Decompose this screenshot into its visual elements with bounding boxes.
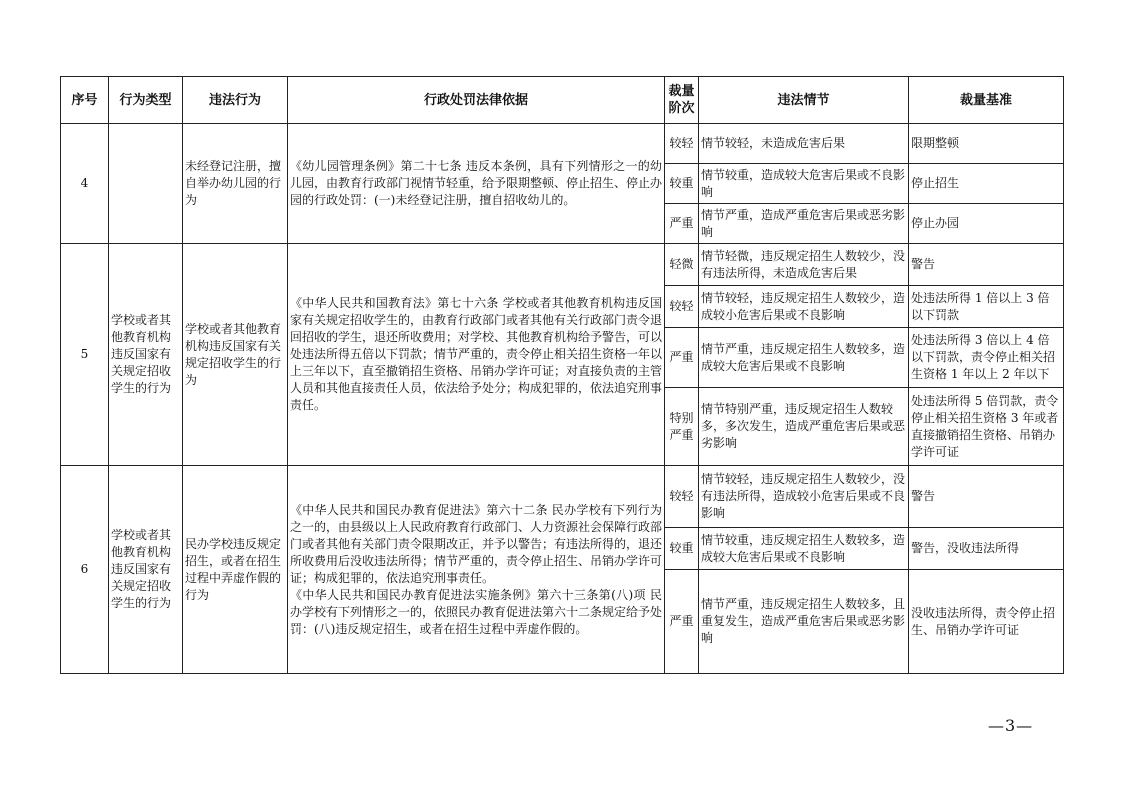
header-legal-basis: 行政处罚法律依据 (288, 77, 665, 124)
standard-cell: 警告，没收违法所得 (909, 528, 1064, 570)
legal-basis-cell: 《中华人民共和国教育法》第七十六条 学校或者其他教育机构违反国家有关规定招收学生的，由教育行政部门或者其他有关行政部门责令退回招收的学生，退还所收费用；对学校、其他教育机构给予警告，可以处违法所得五倍以下罚款；情节严重的，责令停止相关招生资格一年以上三年以下，直至撤销招生资格、吊销办学许可证；对直接负责的主管人员和其他直接责任人员，依法给予处分；构成犯罪的，依法追究刑事责任。 (288, 244, 665, 466)
header-discretion-standard: 裁量基准 (909, 77, 1064, 124)
level-cell: 严重 (665, 570, 699, 674)
circumstance-cell: 情节特别严重，违反规定招生人数较多，多次发生，造成严重危害后果或恶劣影响 (699, 388, 909, 466)
header-violation: 违法行为 (183, 77, 288, 124)
table-row (61, 124, 1064, 164)
circumstance-cell: 情节较重，造成较大危害后果或不良影响 (699, 164, 909, 204)
behavior-type-cell: 学校或者其他教育机构违反国家有关规定招收学生的行为 (109, 244, 183, 466)
circumstance-cell: 情节较轻，违反规定招生人数较少，没有违法所得，造成较小危害后果或不良影响 (699, 466, 909, 528)
standard-cell: 没收违法所得，责令停止招生、吊销办学许可证 (909, 570, 1064, 674)
standard-cell: 停止招生 (909, 164, 1064, 204)
header-serial: 序号 (61, 77, 109, 124)
serial-cell: 4 (61, 124, 109, 244)
level-cell: 轻微 (665, 244, 699, 286)
circumstance-cell: 情节较重，违反规定招生人数较多，造成较大危害后果或不良影响 (699, 528, 909, 570)
legal-basis-cell (288, 466, 665, 674)
standard-cell: 处违法所得 3 倍以上 4 倍以下罚款，责令停止相关招生资格 1 年以上 2 年以下 (909, 328, 1064, 388)
legal-basis-cell: 《幼儿园管理条例》第二十七条 违反本条例，具有下列情形之一的幼儿园，由教育行政部门视情节轻重，给予限期整顿、停止招生、停止办园的行政处罚：(一)未经登记注册，擅自招收幼儿的。 (288, 124, 665, 244)
legal-basis-paragraph: 《中华人民共和国民办教育促进法实施条例》第六十三条第(八)项 民办学校有下列情形之一的，依照民办教育促进法第六十二条规定给予处罚：(八)违反规定招生，或者在招生过程中弄虚作假的。 (290, 587, 663, 636)
level-cell: 严重 (665, 328, 699, 388)
header-discretion-level: 裁量阶次 (665, 77, 699, 124)
serial-cell: 5 (61, 244, 109, 466)
penalty-discretion-table (60, 76, 1064, 674)
legal-basis-paragraph: 《中华人民共和国民办教育促进法》第六十二条 民办学校有下列行为之一的，由县级以上人民政府教育行政部门、人力资源社会保障行政部门或者其他有关部门责令限期改正，并予以警告；有违法所得的，退还所收费用后没收违法所得；情节严重的，责令停止招生、吊销办学许可证；构成犯罪的，依法追究刑事责任。 (290, 502, 663, 585)
serial-cell: 6 (61, 466, 109, 674)
standard-cell: 警告 (909, 466, 1064, 528)
level-cell: 特别严重 (665, 388, 699, 466)
behavior-type-cell: 学校或者其他教育机构违反国家有关规定招收学生的行为 (109, 466, 183, 674)
header-circumstance: 违法情节 (699, 77, 909, 124)
level-cell: 较重 (665, 528, 699, 570)
violation-cell: 民办学校违反规定招生，或者在招生过程中弄虚作假的行为 (183, 466, 288, 674)
standard-cell: 限期整顿 (909, 124, 1064, 164)
circumstance-cell: 情节严重，违反规定招生人数较多，且重复发生，造成严重危害后果或恶劣影响 (699, 570, 909, 674)
level-cell: 较轻 (665, 124, 699, 164)
circumstance-cell: 情节轻微，违反规定招生人数较少，没有违法所得，未造成危害后果 (699, 244, 909, 286)
standard-cell: 处违法所得 1 倍以上 3 倍以下罚款 (909, 286, 1064, 328)
circumstance-cell: 情节较轻，违反规定招生人数较少，造成较小危害后果或不良影响 (699, 286, 909, 328)
table-header-row (61, 77, 1064, 124)
level-cell: 较重 (665, 164, 699, 204)
table-row (61, 466, 1064, 528)
circumstance-cell: 情节较轻，未造成危害后果 (699, 124, 909, 164)
circumstance-cell: 情节严重，造成严重危害后果或恶劣影响 (699, 204, 909, 244)
level-cell: 较轻 (665, 466, 699, 528)
standard-cell: 处违法所得 5 倍罚款，责令停止相关招生资格 3 年或者直接撤销招生资格、吊销办学许可证 (909, 388, 1064, 466)
behavior-type-cell (109, 124, 183, 244)
standard-cell: 停止办园 (909, 204, 1064, 244)
level-cell: 较轻 (665, 286, 699, 328)
violation-cell: 学校或者其他教育机构违反国家有关规定招收学生的行为 (183, 244, 288, 466)
circumstance-cell: 情节严重，违反规定招生人数较多，造成较大危害后果或不良影响 (699, 328, 909, 388)
header-behavior-type: 行为类型 (109, 77, 183, 124)
standard-cell: 警告 (909, 244, 1064, 286)
level-cell: 严重 (665, 204, 699, 244)
table-row (61, 244, 1064, 286)
page-number: —3— (988, 716, 1034, 735)
violation-cell: 未经登记注册，擅自举办幼儿园的行为 (183, 124, 288, 244)
